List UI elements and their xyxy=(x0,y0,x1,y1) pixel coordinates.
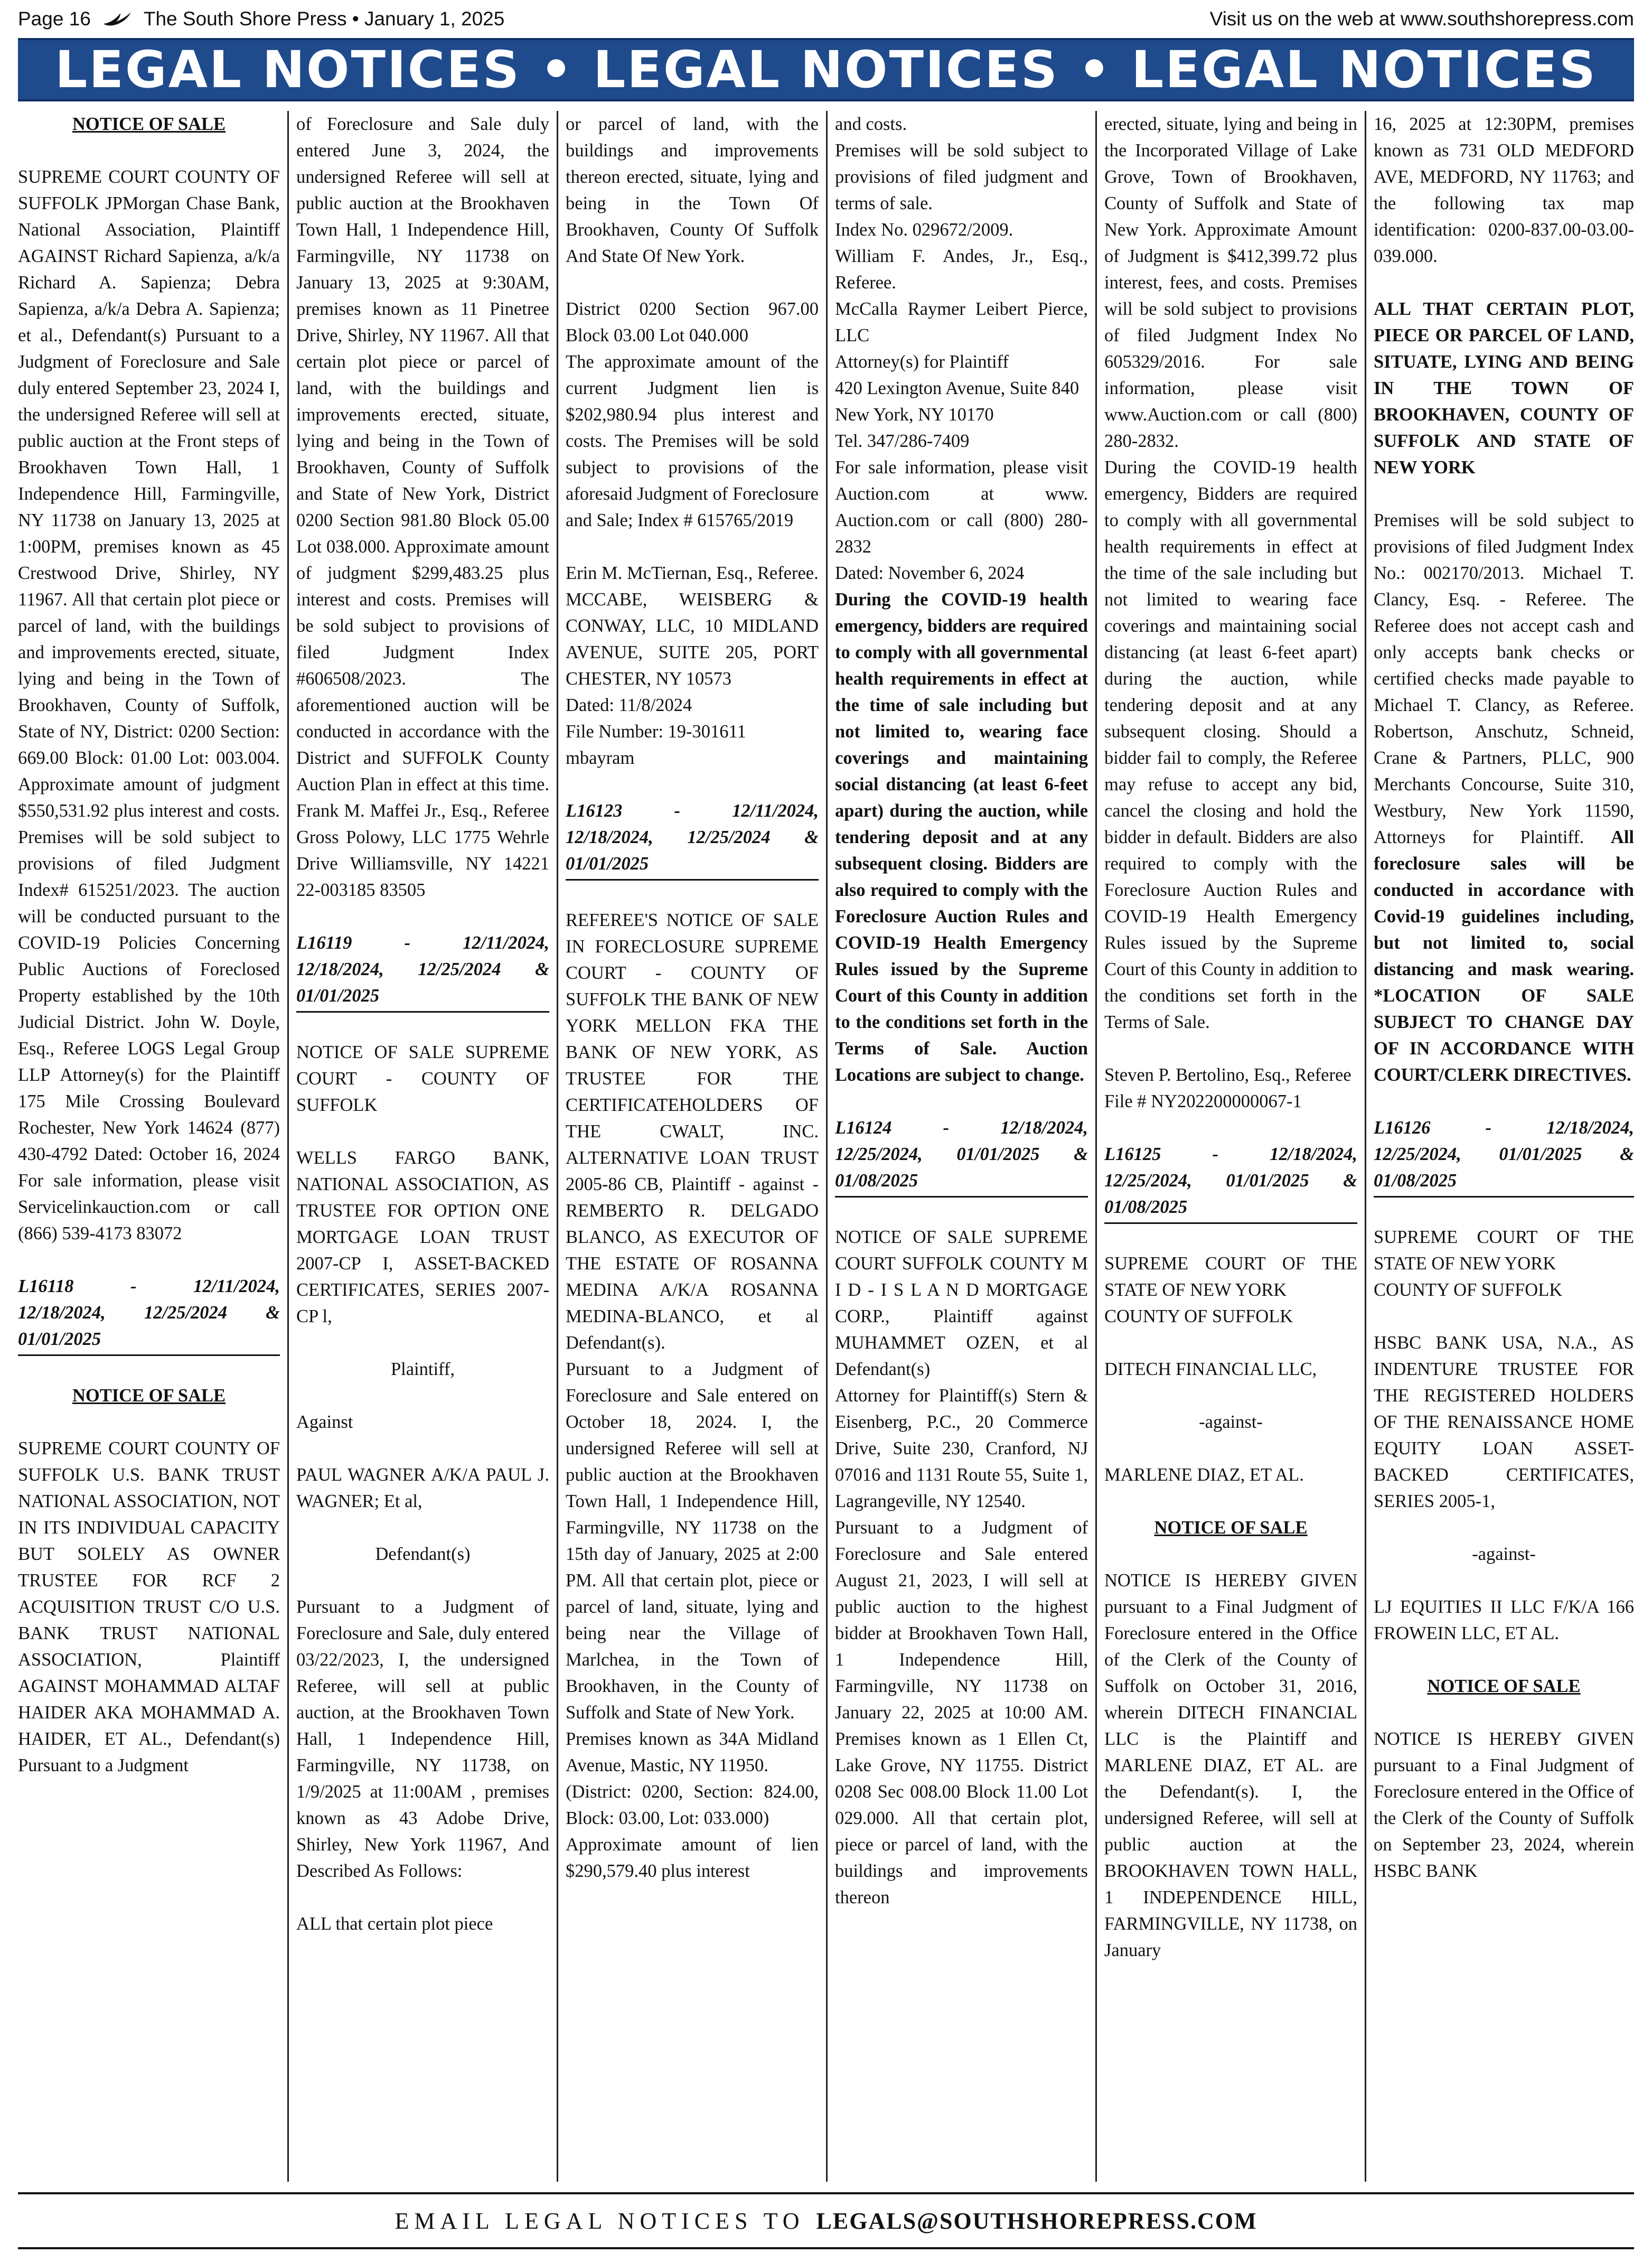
notice-paragraph: COUNTY OF SUFFOLK xyxy=(1374,1280,1563,1300)
notice-paragraph: NOTICE IS HEREBY GIVEN pursuant to a Final Judgment of Foreclosure entered in the Office of the Clerk of the County of Suffolk on October 31, 2016, wherein DITECH FINANCIAL LLC is the Plaintiff and MARLENE DIAZ, ET AL. are the Defendant(s). I, the undersigned Referee, will sell at public auction at the BROOKHAVEN TOWN HALL, 1 INDEPENDENCE HILL, FARMINGVILLE, NY 11738, on January xyxy=(1104,1570,1357,1960)
notice-paragraph: LJ EQUITIES II LLC F/K/A 166 FROWEIN LLC, ET AL. xyxy=(1374,1597,1634,1643)
notice-code xyxy=(1374,1115,1634,1198)
spacer xyxy=(835,1198,1088,1224)
notice-column-3 xyxy=(557,111,826,2182)
spacer xyxy=(296,1382,549,1409)
spacer xyxy=(1374,1303,1634,1330)
footer-prefix: EMAIL LEGAL NOTICES TO xyxy=(395,2208,805,2234)
spacer xyxy=(1374,1699,1634,1726)
footer xyxy=(18,2204,1634,2238)
notice-paragraph: erected, situate, lying and being in the Incorporated Village of Lake Grove, Town of Brookhaven, County of Suffolk and State of New York. Approximate Amount of Judgment is $412,399.72 plus interest, fees, and costs. Premises will be sold subject to provisions of filed Judgment Index No 605329/2016. For sale information, please visit www.Auction.com or call (800) 280-2832. xyxy=(1104,114,1357,451)
footer-email[interactable]: LEGALS@SOUTHSHOREPRESS.COM xyxy=(816,2208,1257,2234)
spacer xyxy=(1104,1435,1357,1462)
page-header xyxy=(18,4,1634,34)
notice-code-line: 12/25/2024, 01/01/2025 & xyxy=(1104,1171,1357,1191)
notice-paragraph: New York, NY 10170 xyxy=(835,405,994,425)
spacer xyxy=(296,1435,549,1462)
spacer xyxy=(1104,1115,1357,1141)
spacer xyxy=(1374,1198,1634,1224)
notice-paragraph: and costs. xyxy=(835,114,907,134)
notice-code-line: L16118 - 12/11/2024, xyxy=(18,1276,280,1296)
notice-paragraph: SUPREME COURT OF THE STATE OF NEW YORK xyxy=(1104,1254,1357,1300)
notice-bold-paragraph: During the COVID-19 health emergency, bidders are required to comply with all governmental health requirements in effect at the time of sale including but not limited to, wearing face coverings and maintaining social distancing (at least 6-feet apart) during the auction, while tendering deposit and at any subsequent closing. Bidders are also required to comply with the Foreclosure Auction Rules and COVID-19 Health Emergency Rules issued by the Supreme Court of this County in addition to the conditions set forth in the Terms of Sale. Auction Locations are subject to change. xyxy=(835,590,1088,1085)
notice-code-line: 12/25/2024, 01/01/2025 & xyxy=(835,1144,1088,1164)
notice-paragraph: Dated: 11/8/2024 xyxy=(566,695,692,715)
notice-paragraph: MARLENE DIAZ, ET AL. xyxy=(1104,1465,1304,1485)
notice-paragraph: Pursuant to a Judgment of Foreclosure and Sale entered August 21, 2023, I will sell at public auction to the highest bidder at Brookhaven Town Hall, 1 Independence Hill, Farmingville, NY 11738 on January 22, 2025 at 10:00 AM. Premises known as 1 Ellen Ct, Lake Grove, NY 11755. District 0208 Sec 008.00 Block 11.00 Lot 029.000. All that certain plot, piece or parcel of land, with the buildings and improvements thereon xyxy=(835,1518,1088,1907)
spacer xyxy=(296,1118,549,1145)
spacer xyxy=(296,1330,549,1356)
notice-code xyxy=(835,1115,1088,1198)
website-link[interactable]: Visit us on the web at www.southshorepress.com xyxy=(1209,8,1634,30)
notice-code-line: 01/08/2025 xyxy=(1104,1197,1188,1217)
notice-paragraph: William F. Andes, Jr., Esq., Referee. xyxy=(835,246,1088,293)
notice-code xyxy=(1104,1141,1357,1224)
notice-paragraph: Index No. 029672/2009. xyxy=(835,220,1013,240)
spacer xyxy=(1374,1647,1634,1673)
notice-paragraph: 420 Lexington Avenue, Suite 840 xyxy=(835,378,1080,398)
spacer xyxy=(1104,1224,1357,1250)
notice-code xyxy=(18,1273,280,1356)
notice-code-line: 01/08/2025 xyxy=(835,1171,918,1191)
notice-paragraph: ALL that certain plot piece xyxy=(296,1914,493,1934)
notice-code-line: 12/18/2024, 12/25/2024 & xyxy=(18,1303,280,1323)
notice-column-2 xyxy=(287,111,557,2182)
notice-paragraph: Approximate amount of lien $290,579.40 plus interest xyxy=(566,1835,819,1881)
notice-title: NOTICE OF SALE xyxy=(1427,1676,1581,1696)
notice-paragraph: MCCABE, WEISBERG & CONWAY, LLC, 10 MIDLAND AVENUE, SUITE 205, PORT CHESTER, NY 10573 xyxy=(566,590,819,689)
spacer xyxy=(18,1356,280,1382)
notice-code-line: L16119 - 12/11/2024, xyxy=(296,933,549,953)
notice-paragraph: PAUL WAGNER A/K/A PAUL J. WAGNER; Et al, xyxy=(296,1465,549,1511)
notice-title: NOTICE OF SALE xyxy=(72,114,226,134)
notice-paragraph: SUPREME COURT COUNTY OF SUFFOLK JPMorgan Chase Bank, National Association, Plaintiff AGAINST Richard Sapienza, a/k/a Richard A. Sapienza; Debra Sapienza, a/k/a Debra A. Sapienza; et al., Defendant(s) Pursuant to a Judgment of Foreclosure and Sale duly entered September 23, 2024 I, the undersigned Referee will sell at public auction at the Front steps of Brookhaven Town Hall, 1 Independence Hill, Farmingville, NY 11738 on January 13, 2025 at 1:00PM, premises known as 45 Crestwood Drive, Shirley, NY 11967. All that certain plot piece or parcel of land, with the buildings and improvements erected, situate, lying and being in the Town of Brookhaven, County of Suffolk, State of NY, District: 0200 Section: 669.00 Block: 01.00 Lot: 003.004. Approximate amount of judgment $550,531.92 plus interest and costs. Premises will be sold subject to provisions of filed Judgment Index# 615251/2023. The auction will be conducted pursuant to the COVID-19 Policies Concerning Public Auctions of Foreclosed Property established by the 10th Judicial District. John W. Doyle, Esq., Referee LOGS Legal Group LLP Attorney(s) for the Plaintiff 175 Mile Crossing Boulevard Rochester, New York 14624 (877) 430-4792 Dated: October 16, 2024 For sale information, please visit Servicelinkauction.com or call (866) 539-4173 83072 xyxy=(18,167,280,1243)
notice-paragraph: NOTICE IS HEREBY GIVEN pursuant to a Final Judgment of Foreclosure entered in the Office of the Clerk of the County of Suffolk on September 23, 2024, wherein HSBC BANK xyxy=(1374,1729,1634,1881)
notice-paragraph: HSBC BANK USA, N.A., AS INDENTURE TRUSTEE FOR THE REGISTERED HOLDERS OF THE RENAISSANCE HOME EQUITY LOAN ASSET-BACKED CERTIFICATES, SERIES 2005-1, xyxy=(1374,1333,1634,1511)
paper-name-date: The South Shore Press • January 1, 2025 xyxy=(143,8,505,30)
notice-code-line: 01/01/2025 xyxy=(296,986,380,1006)
footer-rule xyxy=(18,2192,1634,2194)
notice-paragraph: Premises known as 34A Midland Avenue, Mastic, NY 11950. xyxy=(566,1729,819,1775)
notice-paragraph: WELLS FARGO BANK, NATIONAL ASSOCIATION, AS TRUSTEE FOR OPTION ONE MORTGAGE LOAN TRUST 2007-CP I, ASSET-BACKED CERTIFICATES, SERIES 2007-CP l, xyxy=(296,1148,549,1326)
notice-paragraph: During the COVID-19 health emergency, Bidders are required to comply with all governmental health requirements in effect at the time of the sale including but not limited to wearing face coverings and maintaining social distancing (at least 6-feet apart) during the auction, while tendering deposit and at any subsequent closing. Should a bidder fail to comply, the Referee may refuse to accept any bid, cancel the closing and hold the bidder in default. Bidders are also required to comply with the Foreclosure Auction Rules and COVID-19 Health Emergency Rules issued by the Supreme Court of this County in addition to the conditions set forth in the Terms of Sale. xyxy=(1104,457,1357,1032)
notice-paragraph: McCalla Raymer Leibert Pierce, LLC xyxy=(835,299,1088,345)
notice-centered-text: -against- xyxy=(1472,1544,1536,1564)
notice-paragraph: For sale information, please visit Auction.com at www. Auction.com or call (800) 280-2832 xyxy=(835,457,1088,557)
notice-bold-text: All foreclosure sales will be conducted in accordance with Covid-19 guidelines including, but not limited to, social distancing and mask wearing. *LOCATION OF SALE SUBJECT TO CHANGE DAY OF IN ACCORDANCE WITH COURT/CLERK DIRECTIVES. xyxy=(1374,827,1634,1085)
notice-paragraph: 16, 2025 at 12:30PM, premises known as 731 OLD MEDFORD AVE, MEDFORD, NY 11763; and the following tax map identification: 0200-837.00-03.00-039.000. xyxy=(1374,114,1634,266)
notice-code-line: L16123 - 12/11/2024, xyxy=(566,801,819,821)
notice-centered-text: -against- xyxy=(1199,1412,1263,1432)
notice-paragraph: REFEREE'S NOTICE OF SALE IN FORECLOSURE SUPREME COURT - COUNTY OF SUFFOLK THE BANK OF NEW YORK MELLON FKA THE BANK OF NEW YORK, AS TRUSTEE FOR THE CERTIFICATEHOLDERS OF THE CWALT, INC. ALTERNATIVE LOAN TRUST 2005-86 CB, Plaintiff - against - REMBERTO R. DELGADO BLANCO, AS EXECUTOR OF THE ESTATE OF ROSANNA MEDINA A/K/A ROSANNA MEDINA-BLANCO, et al Defendant(s). xyxy=(566,910,819,1353)
notice-paragraph: The approximate amount of the current Judgment lien is $202,980.94 plus interest and costs. The Premises will be sold subject to provisions of the aforesaid Judgment of Foreclosure and Sale; Index # 615765/2019 xyxy=(566,352,819,530)
notice-paragraph xyxy=(1374,507,1634,1088)
notice-code-line: L16126 - 12/18/2024, xyxy=(1374,1118,1634,1138)
notice-code-line: 01/08/2025 xyxy=(1374,1171,1457,1191)
notice-code-line: L16125 - 12/18/2024, xyxy=(1104,1144,1357,1164)
spacer xyxy=(1374,481,1634,507)
notice-code-line: 12/25/2024, 01/01/2025 & xyxy=(1374,1144,1634,1164)
spacer xyxy=(1374,269,1634,296)
notice-bold-paragraph: ALL THAT CERTAIN PLOT, PIECE OR PARCEL OF LAND, SITUATE, LYING AND BEING IN THE TOWN OF BROOKHAVEN, COUNTY OF SUFFOLK AND STATE OF NEW YORK xyxy=(1374,299,1634,478)
notice-paragraph: mbayram xyxy=(566,748,635,768)
notice-paragraph: Erin M. McTiernan, Esq., Referee. xyxy=(566,563,819,583)
spacer xyxy=(1104,1541,1357,1567)
notice-column-4 xyxy=(826,111,1095,2182)
footer-rule xyxy=(18,2247,1634,2249)
notice-paragraph: SUPREME COURT OF THE STATE OF NEW YORK xyxy=(1374,1227,1634,1274)
spacer xyxy=(1374,1567,1634,1594)
notice-paragraph: Dated: November 6, 2024 xyxy=(835,563,1025,583)
notice-paragraph: Tel. 347/286-7409 xyxy=(835,431,970,451)
spacer xyxy=(1104,1035,1357,1062)
notice-code xyxy=(566,798,819,881)
notice-paragraph: Pursuant to a Judgment of Foreclosure and Sale entered on October 18, 2024. I, the undersigned Referee will sell at public auction at the Brookhaven Town Hall, 1 Independence Hill, Farmingville, NY 11738 on the 15th day of January, 2025 at 2:00 PM. All that certain plot, piece or parcel of land, situate, lying and being near the Village of Marlchea, in the Town of Brookhaven, in the County of Suffolk and State of New York. xyxy=(566,1359,819,1723)
spacer xyxy=(296,1514,549,1541)
notice-paragraph: (District: 0200, Section: 824.00, Block: 03.00, Lot: 033.000) xyxy=(566,1782,819,1828)
spacer xyxy=(18,137,280,164)
bird-icon xyxy=(102,11,132,27)
notice-paragraph: Steven P. Bertolino, Esq., Referee xyxy=(1104,1065,1351,1085)
spacer xyxy=(566,771,819,798)
notice-column-6 xyxy=(1365,111,1634,2182)
notice-paragraph: File Number: 19-301611 xyxy=(566,722,746,742)
spacer xyxy=(18,1409,280,1435)
spacer xyxy=(566,881,819,907)
notice-paragraph: COUNTY OF SUFFOLK xyxy=(1104,1306,1293,1326)
notice-code-line: L16124 - 12/18/2024, xyxy=(835,1118,1088,1138)
spacer xyxy=(566,534,819,560)
legal-notices-banner: LEGAL NOTICES • LEGAL NOTICES • LEGAL NOTICES xyxy=(18,38,1634,101)
notice-paragraph: Attorney(s) for Plaintiff xyxy=(835,352,1009,372)
notice-paragraph: Attorney for Plaintiff(s) Stern & Eisenberg, P.C., 20 Commerce Drive, Suite 230, Cranford, NJ 07016 and 1131 Route 55, Suite 1, Lagrangeville, NY 12540. xyxy=(835,1386,1088,1511)
notice-paragraph: or parcel of land, with the buildings and improvements thereon erected, situate, lying and being in the Town Of Brookhaven, County Of Suffolk And State Of New York. xyxy=(566,114,819,266)
notice-paragraph: of Foreclosure and Sale duly entered June 3, 2024, the undersigned Referee will sell at public auction at the Brookhaven Town Hall, 1 Independence Hill, Farmingville, NY 11738 on January 13, 2025 at 9:30AM, premises known as 11 Pinetree Drive, Shirley, NY 11967. All that certain plot piece or parcel of land, with the buildings and improvements erected, situate, lying and being in the Town of Brookhaven, County of Suffolk and State of New York, District 0200 Section 981.80 Block 05.00 Lot 038.000. Approximate amount of judgment $299,483.25 plus interest and costs. Premises will be sold subject to provisions of filed Judgment Index #606508/2023. The aforementioned auction will be conducted in accordance with the District and SUFFOLK County Auction Plan in effect at this time. Frank M. Maffei Jr., Esq., Referee Gross Polowy, LLC 1775 Wehrle Drive Williamsville, NY 14221 22-003185 83505 xyxy=(296,114,549,900)
spacer xyxy=(296,1567,549,1594)
notice-centered-text: Plaintiff, xyxy=(390,1359,455,1379)
notice-paragraph: File # NY202200000067-1 xyxy=(1104,1091,1302,1111)
notice-paragraph: District 0200 Section 967.00 Block 03.00 Lot 040.000 xyxy=(566,299,819,345)
notice-paragraph: Premises will be sold subject to provisions of filed judgment and terms of sale. xyxy=(835,141,1088,213)
notice-paragraph: DITECH FINANCIAL LLC, xyxy=(1104,1359,1317,1379)
page-number: Page 16 xyxy=(18,8,91,30)
notice-column-5 xyxy=(1095,111,1365,2182)
notice-code-line: 01/01/2025 xyxy=(18,1329,101,1349)
spacer xyxy=(296,903,549,930)
spacer xyxy=(1104,1488,1357,1514)
spacer xyxy=(1104,1330,1357,1356)
notice-paragraph: Pursuant to a Judgment of Foreclosure and Sale, duly entered 03/22/2023, I, the undersigned Referee, will sell at public auction, at the Brookhaven Town Hall, 1 Independence Hill, Farmingville, NY 11738, on 1/9/2025 at 11:00AM , premises known as 43 Adobe Drive, Shirley, New York 11967, And Described As Follows: xyxy=(296,1597,549,1881)
notice-code xyxy=(296,930,549,1013)
header-left xyxy=(18,8,504,30)
spacer xyxy=(1374,1514,1634,1541)
notice-paragraph: NOTICE OF SALE SUPREME COURT SUFFOLK COUNTY M I D - I S L A N D MORTGAGE CORP., Plaintiff against MUHAMMET OZEN, et al Defendant(s) xyxy=(835,1227,1088,1379)
spacer xyxy=(566,269,819,296)
notice-code-line: 12/18/2024, 12/25/2024 & xyxy=(296,959,549,979)
spacer xyxy=(1374,1088,1634,1115)
notice-text: Premises will be sold subject to provisions of filed Judgment Index No.: 002170/2013. Michael T. Clancy, Esq. - Referee. The Referee does not accept cash and only accepts bank checks or certified checks made payable to Michael T. Clancy, as Referee. Robertson, Anschutz, Schneid, Crane & Partners, PLLC, 900 Merchants Concourse, Suite 310, Westbury, New York 11590, Attorneys for Plaintiff. xyxy=(1374,510,1634,847)
spacer xyxy=(18,1247,280,1273)
notice-title: NOTICE OF SALE xyxy=(1154,1518,1308,1538)
notice-code-line: 12/18/2024, 12/25/2024 & xyxy=(566,827,819,847)
notice-centered-text: Defendant(s) xyxy=(375,1544,471,1564)
spacer xyxy=(296,1013,549,1039)
notice-column-1 xyxy=(18,111,287,2182)
notice-paragraph: SUPREME COURT COUNTY OF SUFFOLK U.S. BANK TRUST NATIONAL ASSOCIATION, NOT IN ITS INDIVIDUAL CAPACITY BUT SOLELY AS OWNER TRUSTEE FOR RCF 2 ACQUISITION TRUST C/O U.S. BANK TRUST NATIONAL ASSOCIATION, Plaintiff AGAINST MOHAMMAD ALTAF HAIDER AKA MOHAMMAD A. HAIDER, ET AL., Defendant(s) Pursuant to a Judgment xyxy=(18,1438,280,1775)
notice-paragraph: Against xyxy=(296,1412,353,1432)
notice-columns xyxy=(18,111,1634,2182)
notice-title: NOTICE OF SALE xyxy=(72,1386,226,1406)
spacer xyxy=(835,1088,1088,1115)
spacer xyxy=(296,1884,549,1911)
notice-code-line: 01/01/2025 xyxy=(566,854,649,874)
spacer xyxy=(1104,1382,1357,1409)
notice-paragraph: NOTICE OF SALE SUPREME COURT - COUNTY OF SUFFOLK xyxy=(296,1042,549,1115)
